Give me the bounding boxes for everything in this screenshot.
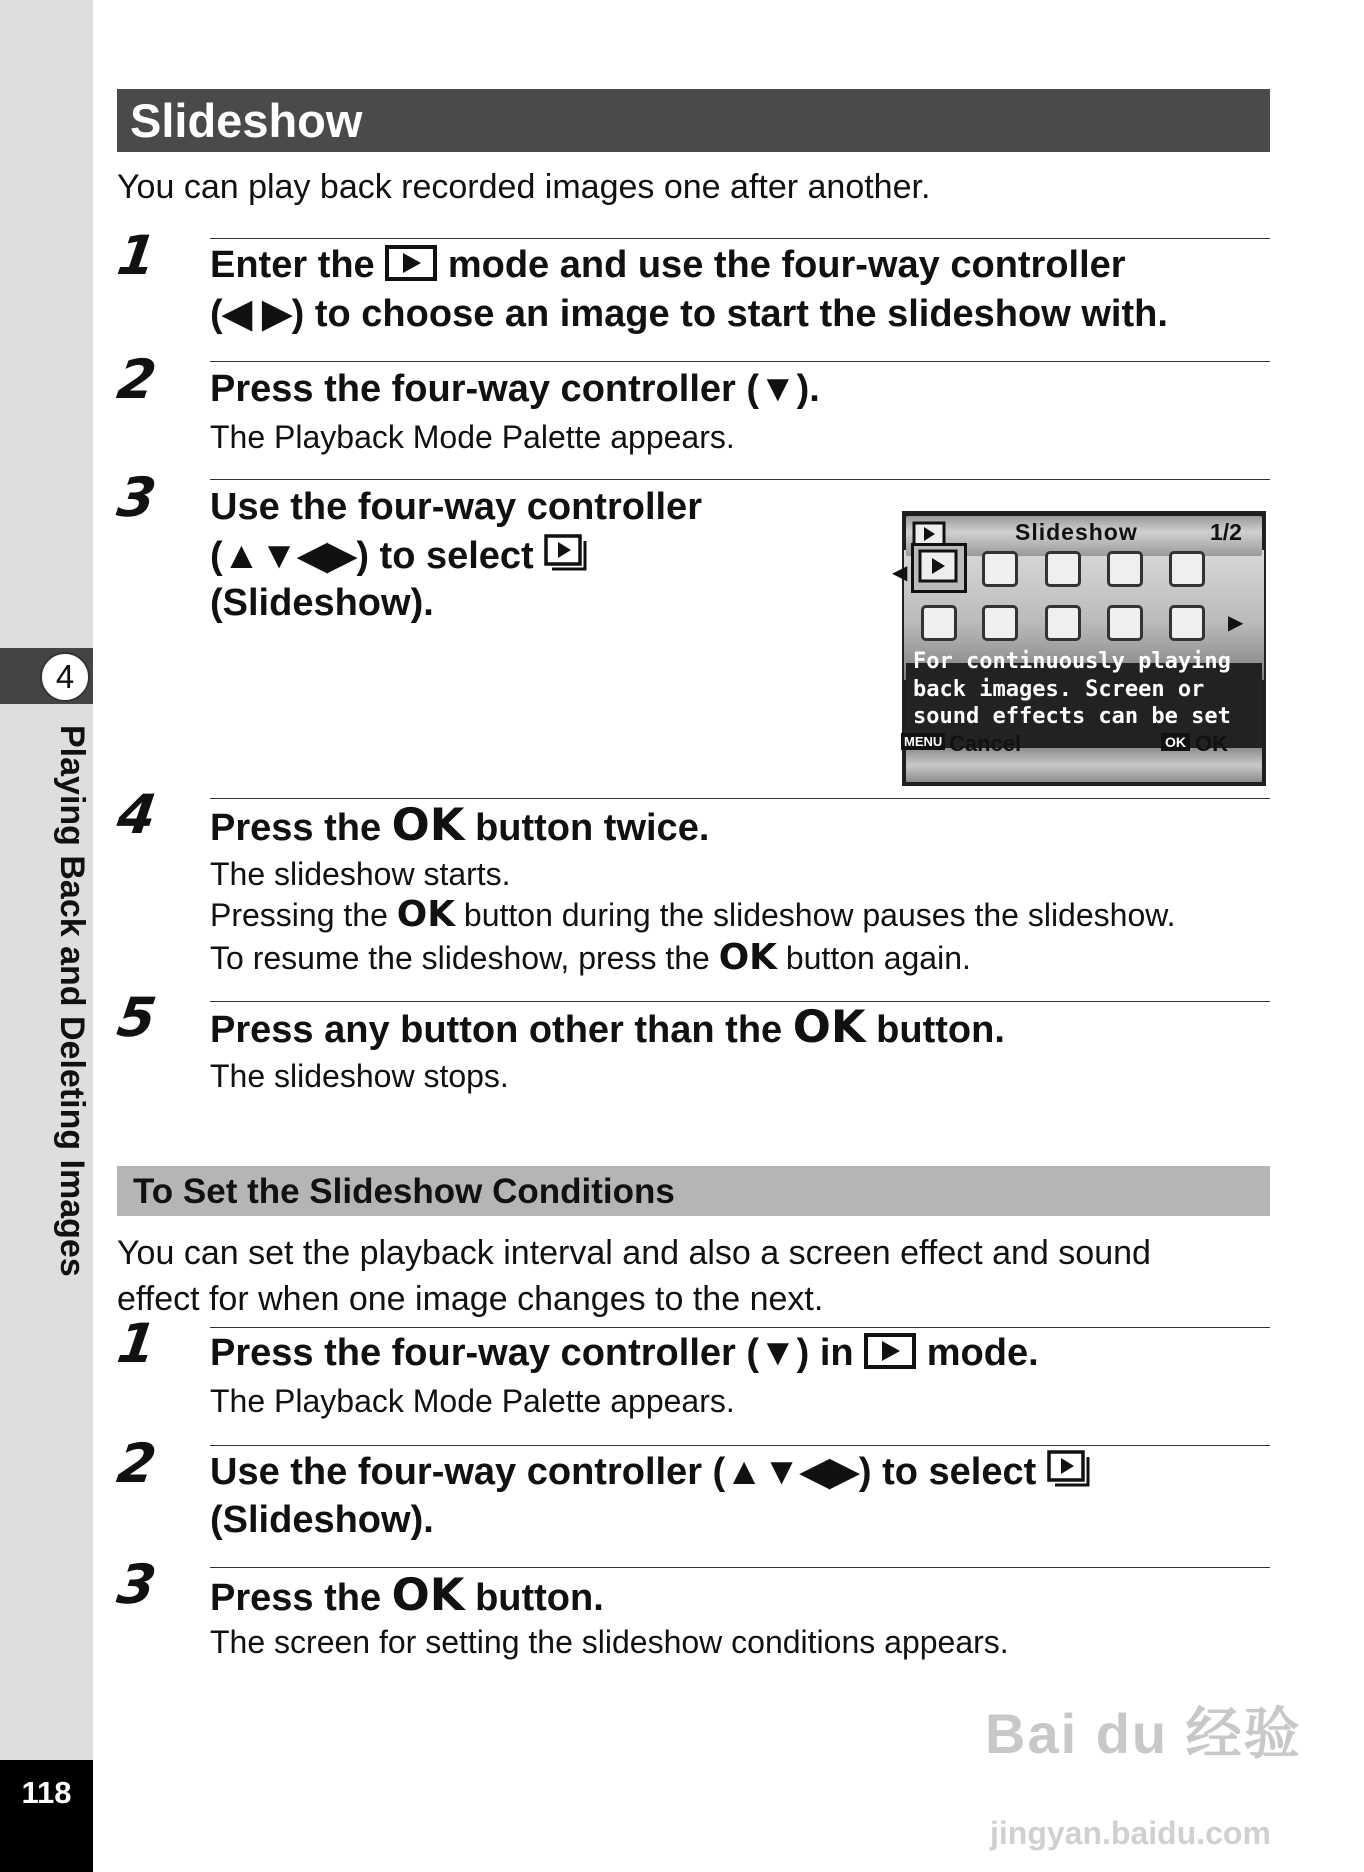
step-2-heading: Press the four-way controller (▼). bbox=[210, 368, 820, 410]
protect-icon bbox=[1045, 605, 1081, 641]
step-number: 2 bbox=[113, 348, 161, 411]
ok-key-label: OK bbox=[1161, 733, 1190, 751]
cancel-label: Cancel bbox=[949, 731, 1022, 756]
resize-icon bbox=[921, 605, 957, 641]
selected-slideshow-icon bbox=[911, 543, 967, 593]
step-1-heading bbox=[210, 240, 1126, 290]
watermark-logo: Bai du 经验 bbox=[985, 1702, 1302, 1765]
divider bbox=[210, 238, 1270, 239]
image-copy-icon bbox=[1107, 605, 1143, 641]
step-text: Press the bbox=[210, 1577, 382, 1619]
slideshow-icon bbox=[544, 534, 588, 572]
intro-line: effect for when one image changes to the next. bbox=[117, 1280, 824, 1318]
divider bbox=[210, 361, 1270, 362]
step-4-body: The slideshow starts. bbox=[210, 856, 511, 892]
ok-button-label: OK bbox=[718, 937, 777, 978]
camera-description-line: For continuously playing bbox=[913, 649, 1231, 674]
frame-icon bbox=[1169, 551, 1205, 587]
step-text: Use the four-way controller (▲▼◀▶) to select bbox=[210, 1451, 1037, 1493]
left-arrow-icon: ◀ bbox=[892, 562, 908, 584]
step-2-body: The Playback Mode Palette appears. bbox=[210, 419, 735, 455]
chapter-title: Playing Back and Deleting Images bbox=[53, 725, 91, 1277]
step-text: mode and use the four-way controller bbox=[447, 244, 1126, 286]
step-text: mode. bbox=[926, 1332, 1039, 1374]
ok-button-label: OK bbox=[396, 894, 455, 935]
ok-button-label: OK bbox=[792, 1000, 866, 1053]
step-text: button twice. bbox=[475, 807, 710, 849]
chapter-number: 4 bbox=[40, 652, 90, 702]
dpof-icon bbox=[1169, 605, 1205, 641]
step-3-heading-line3: (Slideshow). bbox=[210, 582, 434, 624]
step-text: Press the four-way controller (▼) in bbox=[210, 1332, 854, 1374]
step-4-heading bbox=[210, 800, 709, 853]
page-number: 118 bbox=[21, 1775, 72, 1810]
step-text: button. bbox=[475, 1577, 604, 1619]
camera-page-indicator: 1/2 bbox=[1210, 519, 1242, 545]
ok-button-label: OK bbox=[391, 798, 465, 851]
sub-step-3-body: The screen for setting the slideshow conditions appears. bbox=[210, 1624, 1009, 1660]
step-number: 5 bbox=[113, 986, 161, 1049]
step-text: Press the bbox=[210, 807, 382, 849]
section-title: Slideshow bbox=[130, 94, 363, 147]
step-5-heading bbox=[210, 1002, 1005, 1055]
watermark-url: jingyan.baidu.com bbox=[990, 1815, 1271, 1851]
step-number: 4 bbox=[113, 783, 161, 846]
cropping-icon bbox=[982, 605, 1018, 641]
filter-icon bbox=[1045, 551, 1081, 587]
divider bbox=[210, 798, 1270, 799]
subsection-intro bbox=[117, 1230, 1267, 1322]
step-3-heading-line2 bbox=[210, 531, 588, 581]
step-text: button during the slideshow pauses the slideshow. bbox=[463, 897, 1176, 933]
step-1-heading-line2: (◀ ▶) to choose an image to start the slideshow with. bbox=[210, 293, 1168, 335]
section-intro: You can play back recorded images one after another. bbox=[117, 168, 931, 206]
step-text: Press any button other than the bbox=[210, 1009, 783, 1051]
ok-button-label: OK bbox=[391, 1568, 465, 1621]
rotate-icon bbox=[982, 551, 1018, 587]
camera-description-line: back images. Screen or bbox=[913, 677, 1205, 702]
divider bbox=[210, 1445, 1270, 1446]
step-number: 3 bbox=[113, 1553, 161, 1616]
step-number: 2 bbox=[113, 1432, 161, 1495]
slideshow-icon bbox=[914, 546, 964, 590]
step-4-body bbox=[210, 936, 971, 980]
step-number: 3 bbox=[113, 466, 161, 529]
step-text: button again. bbox=[785, 940, 971, 976]
step-text: (▲▼◀▶) to select bbox=[210, 535, 534, 577]
step-4-body bbox=[210, 893, 1175, 937]
sub-step-3-heading bbox=[210, 1570, 604, 1623]
red-eye-icon bbox=[1107, 551, 1143, 587]
step-number: 1 bbox=[113, 224, 161, 287]
right-arrow-icon: ▶ bbox=[1228, 612, 1244, 634]
ok-label: OK bbox=[1195, 731, 1228, 756]
sub-step-2-heading bbox=[210, 1447, 1091, 1497]
subsection-title: To Set the Slideshow Conditions bbox=[133, 1172, 675, 1211]
sub-step-1-heading bbox=[210, 1328, 1039, 1378]
step-text: button. bbox=[876, 1009, 1005, 1051]
camera-menu-title: Slideshow bbox=[1015, 519, 1138, 545]
menu-key-label: MENU bbox=[901, 733, 945, 750]
sub-step-2-heading-line2: (Slideshow). bbox=[210, 1499, 434, 1541]
step-number: 1 bbox=[113, 1312, 161, 1375]
divider bbox=[210, 1567, 1270, 1568]
step-text: Enter the bbox=[210, 244, 375, 286]
playback-icon bbox=[864, 1333, 916, 1369]
step-text: Pressing the bbox=[210, 897, 388, 933]
camera-description-line: sound effects can be set bbox=[913, 704, 1231, 729]
slideshow-icon bbox=[1047, 1450, 1091, 1488]
sub-step-1-body: The Playback Mode Palette appears. bbox=[210, 1383, 735, 1419]
intro-line: You can set the playback interval and also a screen effect and sound bbox=[117, 1234, 1151, 1272]
step-5-body: The slideshow stops. bbox=[210, 1058, 509, 1094]
divider bbox=[210, 479, 1270, 480]
step-3-heading-line1: Use the four-way controller bbox=[210, 486, 702, 528]
step-text: To resume the slideshow, press the bbox=[210, 940, 710, 976]
playback-icon bbox=[385, 245, 437, 281]
